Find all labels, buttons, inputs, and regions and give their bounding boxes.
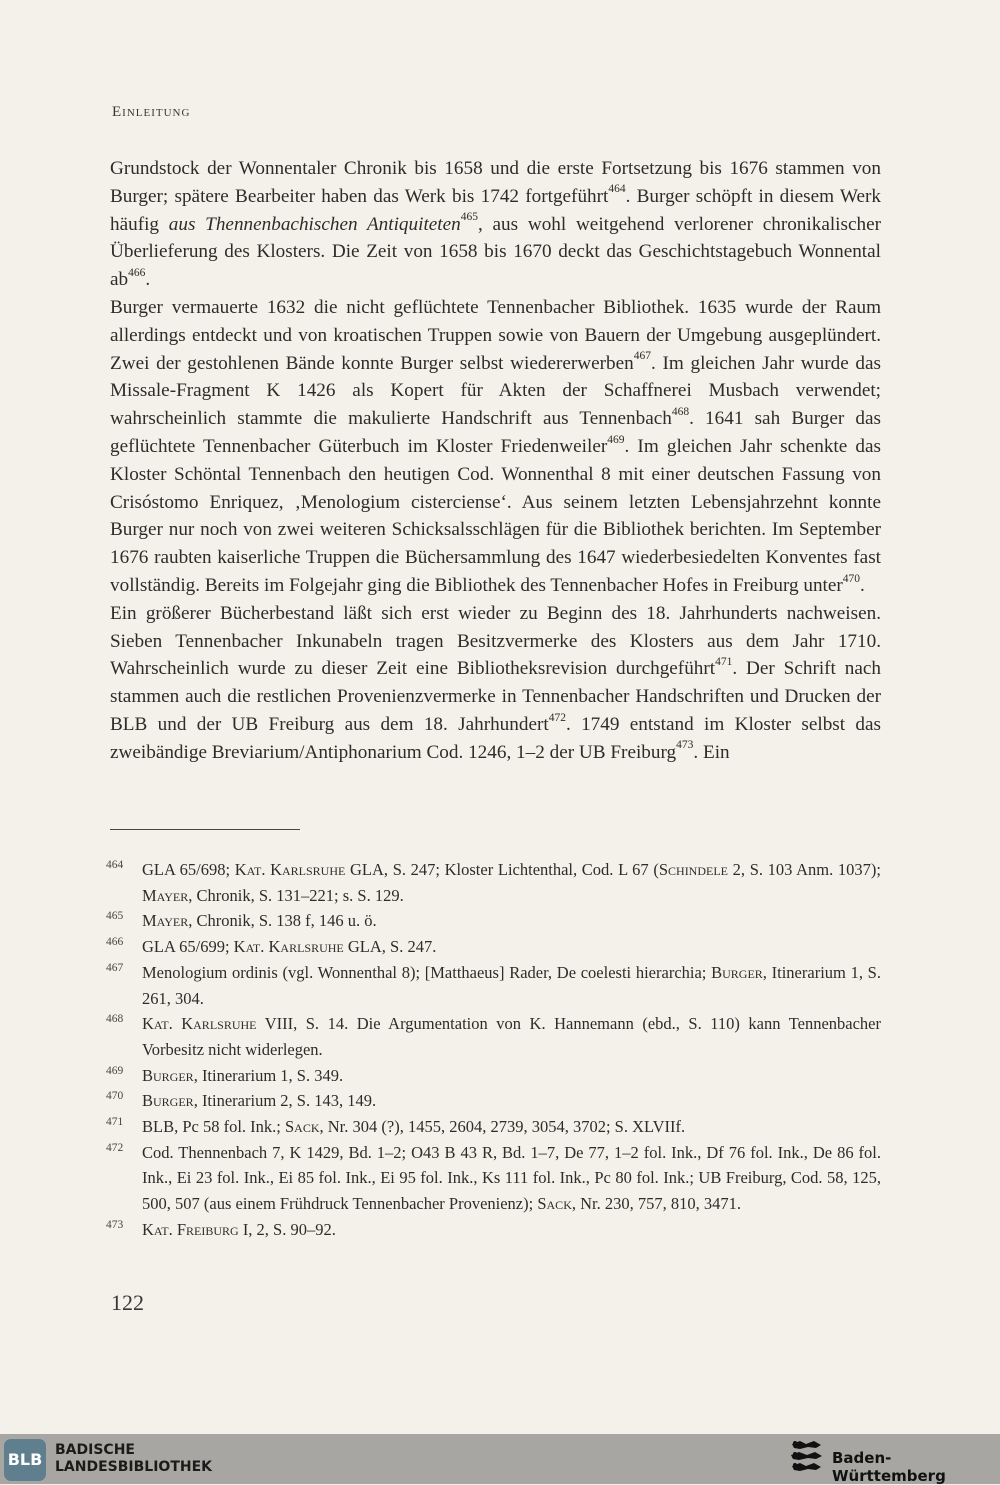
footnote-471 (106, 1114, 881, 1140)
body-text (110, 155, 881, 767)
footnote-text: GLA 65/698; (142, 860, 235, 879)
author-name: Mayer (142, 885, 189, 905)
footnote-text: GLA 65/699; (142, 937, 234, 957)
footnote-ref-468[interactable]: 468 (671, 405, 690, 418)
footnote-ref-472[interactable]: 472 (548, 711, 566, 724)
footnote-text: 2, S. 103 Anm. 1037); (728, 860, 881, 879)
text-segment: . Im gleichen Jahr wurde das Missale-Fragment K 1426 als Kopert für Akten der Schaffnerei Musbach verwendet; wahrscheinlich stammte die makulierte Handschrift aus Tennenbach (110, 352, 881, 430)
footnote-465 (106, 908, 881, 934)
footnote-ref-465[interactable]: 465 (460, 211, 478, 224)
footnote-number: 466 (106, 936, 124, 949)
author-name: Mayer (142, 911, 189, 931)
footnote-number: 468 (106, 1013, 124, 1026)
footnote-464 (106, 857, 881, 908)
footnote-text: , Itinerarium 1, S. 261, 304. (142, 962, 881, 1008)
author-name: Kat. Karlsruhe (234, 860, 346, 879)
footnote-ref-466[interactable]: 466 (128, 266, 146, 279)
footnote-number: 470 (106, 1090, 124, 1103)
text-segment: . (860, 574, 865, 596)
footnote-number: 472 (106, 1141, 124, 1154)
footnote-text: VIII, S. 14. Die Argumentation von K. Hannemann (ebd., S. 110) kann Tennenbacher Vorbesitz nicht widerlegen. (142, 1014, 881, 1059)
footnote-number: 464 (106, 859, 124, 871)
text-segment: . Ein (693, 741, 730, 763)
footnote-473 (106, 1217, 881, 1243)
text-segment: , aus wohl weitgehend verlorener chronikalischer Überlieferung des Klosters. Die Zeit von 1658 bis 1670 deckt das Geschichtstagebuch Wonnental ab (110, 213, 881, 291)
blb-name-line-2: LANDESBIBLIOTHEK (55, 1459, 213, 1475)
footnote-472 (106, 1140, 881, 1217)
text-segment: . Burger schöpft in diesem Werk häufig (110, 185, 881, 235)
text-segment: . (145, 269, 151, 291)
footnote-text: , Nr. 304 (?), 1455, 2604, 2739, 3054, 3702; S. XLVIIf. (319, 1117, 686, 1137)
blb-name-line-1: BADISCHE (55, 1442, 135, 1458)
footnote-text: , Itinerarium 2, S. 143, 149. (193, 1091, 377, 1111)
footnote-468 (106, 1011, 881, 1062)
author-name: Schindele (658, 860, 729, 879)
author-name: Kat. Karlsruhe (142, 1014, 257, 1034)
text-segment: . Der Schrift nach stammen auch die restlichen Provenienzvermerke in Tennenbacher Handschriften und Drucken der BLB und der UB Freiburg aus dem 18. Jahrhundert (110, 658, 881, 735)
text-segment: . 1749 entstand im Kloster selbst das zweibändige Breviarium/Antiphonarium Cod. 1246, 1–2 der UB Freiburg (110, 713, 881, 763)
paragraph-2 (110, 294, 881, 600)
text-segment: . Im gleichen Jahr schenkte das Kloster Schöntal Tennenbach den heutigen Cod. Wonnenthal 8 mit einer deutschen Fassung von Crisóstomo Enriquez, ‚Menologium cisterciense‘. Aus seinem letzten Lebensjahrzehnt konnte Burger nur noch von zwei weiteren Schicksalsschlägen für die Bibliothek berichten. Im September 1676 raubten kaiserliche Truppen die Büchersammlung des 1647 wiederbesiedelten Konventes fast vollständig. Bereits im Folgejahr ging die Bibliothek des Tennenbacher Hofes in Freiburg unter (110, 435, 882, 596)
author-name: Sack (537, 1194, 572, 1214)
footnote-text: , Nr. 230, 757, 810, 3471. (571, 1194, 741, 1214)
footnote-text: GLA, S. 247; Kloster Lichtenthal, Cod. L 67 ( (345, 860, 659, 879)
footnote-467 (106, 960, 881, 1011)
footnote-466 (106, 934, 881, 960)
footnote-number: 471 (106, 1116, 124, 1129)
footnote-ref-473[interactable]: 473 (676, 739, 694, 752)
blb-name[interactable] (55, 1442, 212, 1476)
footnote-number: 469 (106, 1064, 124, 1077)
italic-quote: aus Thennenbachischen Antiquiteten (168, 213, 461, 235)
paragraph-1 (110, 155, 881, 294)
footnote-ref-471[interactable]: 471 (715, 655, 733, 668)
footnote-ref-469[interactable]: 469 (607, 433, 625, 446)
paragraph-3 (110, 600, 881, 767)
footnote-text: , Itinerarium 1, S. 349. (193, 1065, 344, 1085)
footnote-ref-464[interactable]: 464 (608, 183, 626, 196)
footnote-text: GLA, S. 247. (343, 937, 437, 957)
footnote-divider (110, 829, 300, 830)
text-segment: Grundstock der Wonnentaler Chronik bis 1658 und die erste Fortsetzung bis 1676 stammen von Burger; spätere Bearbeiter haben das Werk bis 1742 fortgeführt (110, 158, 881, 207)
footnote-text: Menologium ordinis (vgl. Wonnenthal 8); [Matthaeus] Rader, De coelesti hierarchia; (142, 962, 712, 982)
author-name: Burger (142, 1065, 194, 1085)
lion-head-2 (793, 1452, 797, 1456)
footnote-ref-470[interactable]: 470 (842, 572, 861, 585)
footnote-469 (106, 1063, 881, 1089)
footnote-470 (106, 1088, 881, 1114)
text-segment: Burger vermauerte 1632 die nicht geflüchtete Tennenbacher Bibliothek. 1635 wurde der Raum allerdings entdeckt und von kroatischen Truppen sowie von Bauern der Umgebung ausgeplündert. Zwei der gestohlenen Bände konnte Burger selbst wiedererwerben (110, 296, 881, 374)
author-name: Burger (142, 1091, 194, 1111)
blb-logo-icon[interactable]: BLB (4, 1439, 46, 1481)
footnote-number: 473 (106, 1218, 124, 1231)
author-name: Kat. Karlsruhe (233, 937, 344, 957)
footnote-text: I, 2, S. 90–92. (238, 1219, 336, 1239)
footnote-text: , Chronik, S. 138 f, 146 u. ö. (188, 911, 377, 931)
footnote-text: BLB, Pc 58 fol. Ink.; (142, 1117, 285, 1137)
footnote-text: Cod. Thennenbach 7, K 1429, Bd. 1–2; O43 B 43 R, Bd. 1–7, De 77, 1–2 fol. Ink., Df 76 fol. Ink., De 86 fol. Ink., Ei 23 fol. Ink., Ei 85 fol. Ink., Ei 95 fol. Ink., Ks 111 fol. Ink., Pc 80 fol. Ink.; UB Freiburg, Cod. 58, 125, 500, 507 (aus einem Frühdruck Tennenbacher Provenienz); (142, 1142, 881, 1214)
text-segment: Ein größerer Bücherbestand läßt sich erst wieder zu Beginn des 18. Jahrhunderts nachweisen. Sieben Tennenbacher Inkunabeln tragen Besitzvermerke des Klosters aus dem Jahr 1710. Wahrscheinlich wurde zu dieser Zeit eine Bibliotheksrevision durchgeführt (110, 602, 881, 680)
footnote-number: 465 (106, 910, 124, 923)
lion-head-1 (793, 1441, 797, 1445)
footnote-text: , Chronik, S. 131–221; s. S. 129. (188, 885, 404, 905)
text-segment: . 1641 sah Burger das geflüchtete Tennenbacher Güterbuch im Kloster Friedenweiler (110, 408, 881, 457)
lion-head-3 (793, 1463, 797, 1467)
author-name: Burger (711, 962, 763, 982)
footnote-ref-467[interactable]: 467 (633, 350, 652, 363)
running-head: Einleitung (112, 104, 191, 120)
author-name: Kat. Freiburg (142, 1219, 239, 1239)
page-number: 122 (111, 1290, 144, 1315)
baden-wuerttemberg-label[interactable]: Baden-Württemberg (832, 1449, 946, 1485)
baden-wuerttemberg-lions-icon[interactable] (788, 1438, 826, 1478)
footnote-number: 467 (106, 961, 124, 974)
author-name: Sack (285, 1117, 320, 1137)
footnotes (106, 857, 881, 1243)
